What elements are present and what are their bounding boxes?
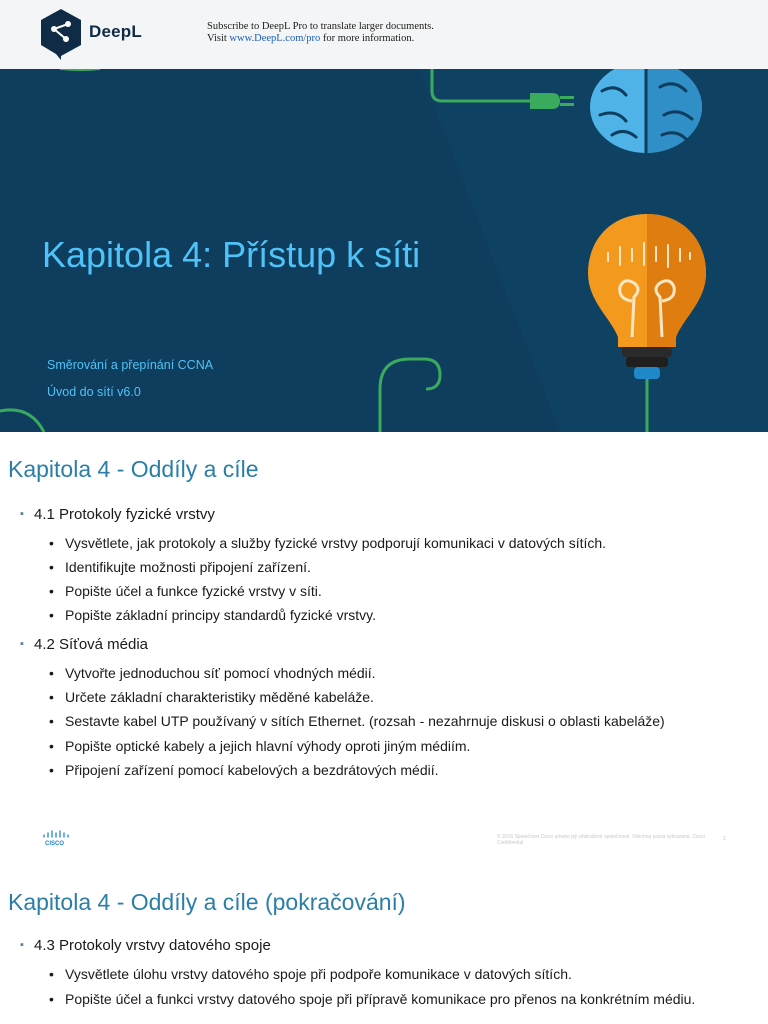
bullet-icon: • xyxy=(49,535,54,551)
list-item-text: Identifikujte možnosti připojení zařízení. xyxy=(65,559,311,575)
deepl-pro-link[interactable]: www.DeepL.com/pro xyxy=(229,33,321,44)
plug-icon xyxy=(530,93,560,109)
list-item xyxy=(49,689,749,706)
square-bullet-icon: ▪ xyxy=(20,638,24,650)
section-title xyxy=(20,937,271,954)
section-title-text: 4.2 Síťová média xyxy=(34,636,149,653)
bullet-icon: • xyxy=(49,607,54,623)
list-item-text: Určete základní charakteristiky měděné kabeláže. xyxy=(65,689,374,705)
list-item xyxy=(49,966,749,983)
bullet-icon: • xyxy=(49,559,54,575)
bullet-icon: • xyxy=(49,966,54,982)
list-item-text: Připojení zařízení pomocí kabelových a bezdrátových médií. xyxy=(65,762,439,778)
bullet-icon: • xyxy=(49,762,54,778)
title-slide xyxy=(0,69,768,432)
bullet-icon: • xyxy=(49,991,54,1007)
bullet-icon: • xyxy=(49,713,54,729)
deepl-message-line1: Subscribe to DeepL Pro to translate larger documents. xyxy=(207,21,434,32)
deepl-message-suffix: for more information. xyxy=(320,33,415,44)
square-bullet-icon: ▪ xyxy=(20,508,24,520)
list-item xyxy=(49,991,749,1008)
list-item xyxy=(49,607,749,624)
list-item xyxy=(49,559,749,576)
deepl-logo-icon[interactable] xyxy=(39,8,83,60)
section-title-text: 4.1 Protokoly fyzické vrstvy xyxy=(34,506,215,523)
list-item xyxy=(49,738,749,755)
list-item-text: Sestavte kabel UTP používaný v sítích Ethernet. (rozsah - nezahrnuje diskusi o oblasti kabeláže) xyxy=(65,713,665,729)
bullet-icon: • xyxy=(49,665,54,681)
bullet-icon: • xyxy=(49,738,54,754)
footer-copyright: © 2016 Společnost Cisco a/nebo její přidružené společnosti. Všechna práva vyhrazena. Cisco Confidential xyxy=(497,834,705,846)
title-slide-module: Úvod do sítí v6.0 xyxy=(47,385,141,399)
cisco-logo-text: CISCO xyxy=(45,841,65,847)
bullet-icon: • xyxy=(49,689,54,705)
section-title xyxy=(20,636,148,653)
slide-heading: Kapitola 4 - Oddíly a cíle (pokračování) xyxy=(8,889,406,915)
deepl-brand-name: DeepL xyxy=(89,22,142,41)
page-number: 2 xyxy=(723,836,726,842)
slide-heading: Kapitola 4 - Oddíly a cíle xyxy=(8,456,259,482)
list-item-text: Popište účel a funkci vrstvy datového spoje při přípravě komunikace pro přenos na konkrétním médiu. xyxy=(65,991,696,1007)
section-title xyxy=(20,506,215,523)
section-title-text: 4.3 Protokoly vrstvy datového spoje xyxy=(34,937,271,954)
cisco-logo-icon xyxy=(42,829,72,847)
list-item xyxy=(49,535,749,552)
list-item xyxy=(49,583,749,600)
deepl-message-prefix: Visit xyxy=(207,33,230,44)
list-item xyxy=(49,665,749,682)
title-slide-heading: Kapitola 4: Přístup k síti xyxy=(42,234,421,275)
square-bullet-icon: ▪ xyxy=(20,939,24,951)
list-item xyxy=(49,713,749,730)
deepl-subscribe-message xyxy=(207,21,434,45)
title-slide-course: Směrování a přepínání CCNA xyxy=(47,358,214,372)
list-item-text: Popište účel a funkce fyzické vrstvy v síti. xyxy=(65,583,322,599)
deepl-banner xyxy=(0,0,768,70)
list-item xyxy=(49,762,749,779)
list-item-text: Popište základní principy standardů fyzické vrstvy. xyxy=(65,607,376,623)
list-item-text: Popište optické kabely a jejich hlavní výhody oproti jiným médiím. xyxy=(65,738,471,754)
bullet-icon: • xyxy=(49,583,54,599)
list-item-text: Vysvětlete, jak protokoly a služby fyzické vrstvy podporují komunikaci v datových sítích. xyxy=(65,535,607,551)
list-item-text: Vysvětlete úlohu vrstvy datového spoje při podpoře komunikace v datových sítích. xyxy=(65,966,572,982)
list-item-text: Vytvořte jednoduchou síť pomocí vhodných médií. xyxy=(65,665,376,681)
